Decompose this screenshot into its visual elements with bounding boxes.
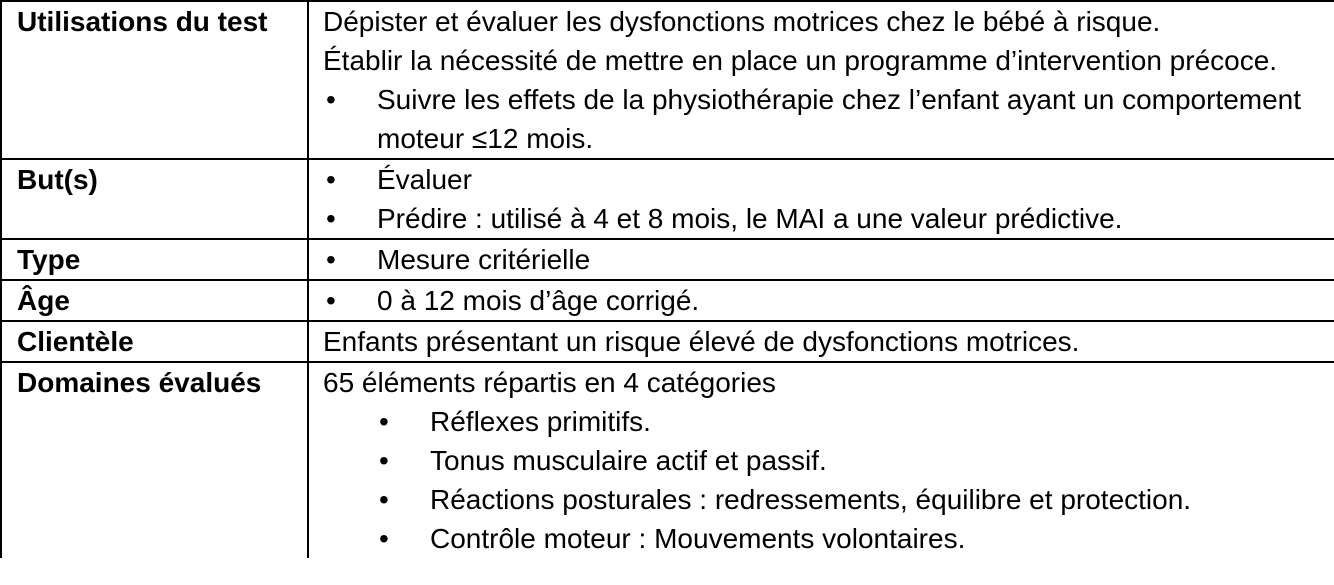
row-domains [1,362,1334,558]
type-bullet-list [323,240,1334,279]
goals-bullet-1: • Évaluer [323,160,1334,199]
row-age [1,280,1334,321]
row-content-type [308,239,1334,280]
row-type [1,239,1334,280]
row-label-goals: But(s) [1,159,308,239]
row-label-age: Âge [1,280,308,321]
domains-bullet-3: • Réactions posturales : redressements, équilibre et protection. [323,480,1334,519]
uses-bullet-list [323,80,1334,158]
row-content-uses [308,1,1334,159]
row-content-domains [308,362,1334,558]
domains-bullet-4: • Contrôle moteur : Mouvements volontaires. [323,519,1334,558]
age-bullet-1: • 0 à 12 mois d’âge corrigé. [323,281,1334,320]
age-bullet-list [323,281,1334,320]
domains-intro: 65 éléments répartis en 4 catégories [323,367,776,398]
row-goals [1,159,1334,239]
domains-bullet-list [323,402,1334,558]
uses-bullet-1: • Suivre les effets de la physiothérapie chez l’enfant ayant un comportement moteur ≤12 mois. [323,80,1334,158]
goals-bullet-list [323,160,1334,238]
domains-bullet-2: • Tonus musculaire actif et passif. [323,441,1334,480]
row-uses [1,1,1334,159]
row-label-type: Type [1,239,308,280]
row-label-domains: Domaines évalués [1,362,308,558]
row-label-clientele: Clientèle [1,321,308,362]
uses-line-2: Établir la nécessité de mettre en place un programme d’intervention précoce. [323,45,1278,76]
uses-line-1: Dépister et évaluer les dysfonctions motrices chez le bébé à risque. [323,6,1161,37]
type-bullet-1: • Mesure critérielle [323,240,1334,279]
row-label-uses: Utilisations du test [1,1,308,159]
row-clientele [1,321,1334,362]
goals-bullet-2: • Prédire : utilisé à 4 et 8 mois, le MAI a une valeur prédictive. [323,199,1334,238]
row-content-clientele: Enfants présentant un risque élevé de dysfonctions motrices. [308,321,1334,362]
row-content-age [308,280,1334,321]
domains-bullet-1: • Réflexes primitifs. [323,402,1334,441]
row-content-goals [308,159,1334,239]
